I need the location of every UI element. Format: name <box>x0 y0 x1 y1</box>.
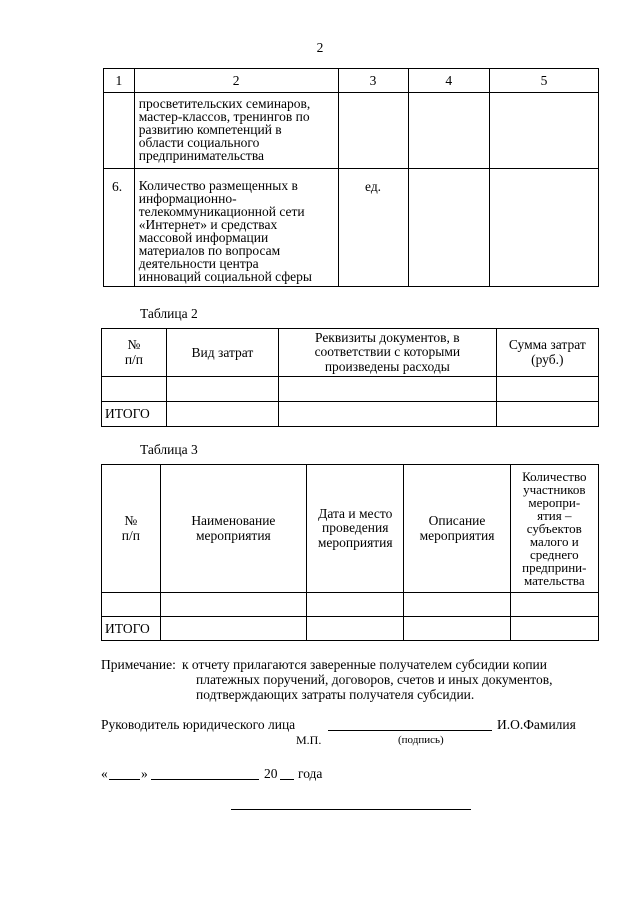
table1-row1-unit <box>338 93 408 169</box>
table1-row2-num: 6. <box>104 169 135 287</box>
header-line: среднего <box>529 547 579 562</box>
table1-row2-desc <box>134 169 338 287</box>
table3-header-num <box>102 465 161 593</box>
table-row <box>102 377 599 402</box>
table2-total-cell <box>166 402 278 427</box>
header-line: Сумма затрат <box>508 337 586 353</box>
table3-total-cell <box>160 617 306 641</box>
bottom-separator <box>231 809 471 810</box>
table3-total-cell <box>307 617 404 641</box>
seal-label: М.П. <box>296 733 322 747</box>
table-row <box>104 93 599 169</box>
signature-label: Руководитель юридического лица <box>101 717 296 732</box>
desc-line: мастер-классов, тренингов по <box>138 109 310 124</box>
date-open-quote: « <box>101 766 108 781</box>
table3-header-desc <box>404 465 510 593</box>
date-day-line <box>109 779 140 780</box>
header-line: Реквизиты документов, в <box>314 330 460 346</box>
table2-empty-cell <box>102 377 167 402</box>
header-line: меропри- <box>528 495 581 510</box>
table-row <box>102 402 599 427</box>
date-year-suffix: года <box>298 766 323 781</box>
header-line: произведены расходы <box>324 358 450 374</box>
note-line-2: платежных поручений, договоров, счетов и иных документов, <box>196 672 553 687</box>
date-close-quote: » <box>141 766 148 781</box>
table1-row2-unit: ед. <box>338 169 408 287</box>
desc-line: материалов по вопросам <box>138 243 281 258</box>
signature-caption: (подпись) <box>398 734 444 746</box>
note-line-3: подтверждающих затраты получателя субсидии. <box>196 687 475 702</box>
header-line: малого и <box>529 534 579 549</box>
desc-line: области социального <box>138 135 260 150</box>
table2-total-cell <box>496 402 598 427</box>
signature-name: И.О.Фамилия <box>497 717 576 732</box>
header-line: п/п <box>121 527 140 543</box>
desc-line: телекоммуникационной сети <box>138 204 305 219</box>
table1-header-4: 4 <box>408 69 490 93</box>
header-line: Количество <box>522 469 587 484</box>
header-line: Наименование <box>191 513 276 529</box>
note-line-1: к отчету прилагаются заверенные получателем субсидии копии <box>182 657 547 672</box>
desc-line: просветительских семинаров, <box>138 96 311 111</box>
date-month-line <box>151 779 259 780</box>
table-1 <box>103 68 599 287</box>
header-line: Описание <box>428 513 486 529</box>
table-row <box>102 617 599 641</box>
table2-header-docs <box>279 329 497 377</box>
desc-line: «Интернет» и средствах <box>138 217 278 232</box>
note-label: Примечание: <box>101 657 176 672</box>
table1-row1-num <box>104 93 135 169</box>
table-row <box>102 593 599 617</box>
table3-empty-cell <box>510 593 598 617</box>
table1-row1-desc <box>134 93 338 169</box>
table3-total-label: ИТОГО <box>102 617 161 641</box>
table3-empty-cell <box>102 593 161 617</box>
table2-empty-cell <box>496 377 598 402</box>
table-row <box>104 169 599 287</box>
desc-line: массовой информации <box>138 230 269 245</box>
header-line: мательства <box>523 573 585 588</box>
header-line: ятия – <box>537 508 572 523</box>
header-line: субъектов <box>526 521 582 536</box>
table2-total-label: ИТОГО <box>102 402 167 427</box>
date-year-line <box>280 779 294 780</box>
table1-header-1: 1 <box>104 69 135 93</box>
header-line: участников <box>523 482 586 497</box>
page-number: 2 <box>316 40 324 55</box>
desc-line: инноваций социальной сферы <box>138 269 312 284</box>
date-year-prefix: 20 <box>264 766 278 781</box>
header-line: Дата и место <box>318 506 393 522</box>
table3-caption: Таблица 3 <box>140 442 198 457</box>
table2-empty-cell <box>166 377 278 402</box>
desc-line: предпринимательства <box>138 148 265 163</box>
table2-header-num <box>102 329 167 377</box>
signature-line <box>328 730 492 731</box>
table2-header-sum <box>496 329 598 377</box>
table2-caption: Таблица 2 <box>140 306 198 321</box>
table3-empty-cell <box>307 593 404 617</box>
header-line: мероприятия <box>419 527 495 543</box>
desc-line: информационно- <box>138 191 237 206</box>
table2-empty-cell <box>279 377 497 402</box>
header-line: мероприятия <box>195 527 271 543</box>
table3-empty-cell <box>404 593 510 617</box>
header-line: предприни- <box>522 560 587 575</box>
table3-header-date <box>307 465 404 593</box>
header-line: п/п <box>124 351 144 367</box>
table1-header-2: 2 <box>134 69 338 93</box>
desc-line: развитию компетенций в <box>138 122 282 137</box>
table3-header-name <box>160 465 306 593</box>
table3-total-cell <box>510 617 598 641</box>
table1-row2-col4 <box>408 169 490 287</box>
header-line: проведения <box>322 520 389 536</box>
header-line: № <box>127 337 141 353</box>
table-3 <box>101 464 599 641</box>
table1-row1-col5 <box>490 93 599 169</box>
table3-header-count <box>510 465 598 593</box>
table2-header-type: Вид затрат <box>166 329 278 377</box>
desc-line: Количество размещенных в <box>138 178 298 193</box>
table2-total-cell <box>279 402 497 427</box>
table1-header-5: 5 <box>490 69 599 93</box>
desc-line: деятельности центра <box>138 256 259 271</box>
header-line: соответствии с которыми <box>314 344 461 360</box>
table1-row2-col5 <box>490 169 599 287</box>
header-line: № <box>124 513 138 529</box>
table3-total-cell <box>404 617 510 641</box>
table1-row1-col4 <box>408 93 490 169</box>
table-2 <box>101 328 599 427</box>
table1-header-3: 3 <box>338 69 408 93</box>
header-line: мероприятия <box>317 534 393 550</box>
header-line: (руб.) <box>531 351 564 367</box>
table3-empty-cell <box>160 593 306 617</box>
